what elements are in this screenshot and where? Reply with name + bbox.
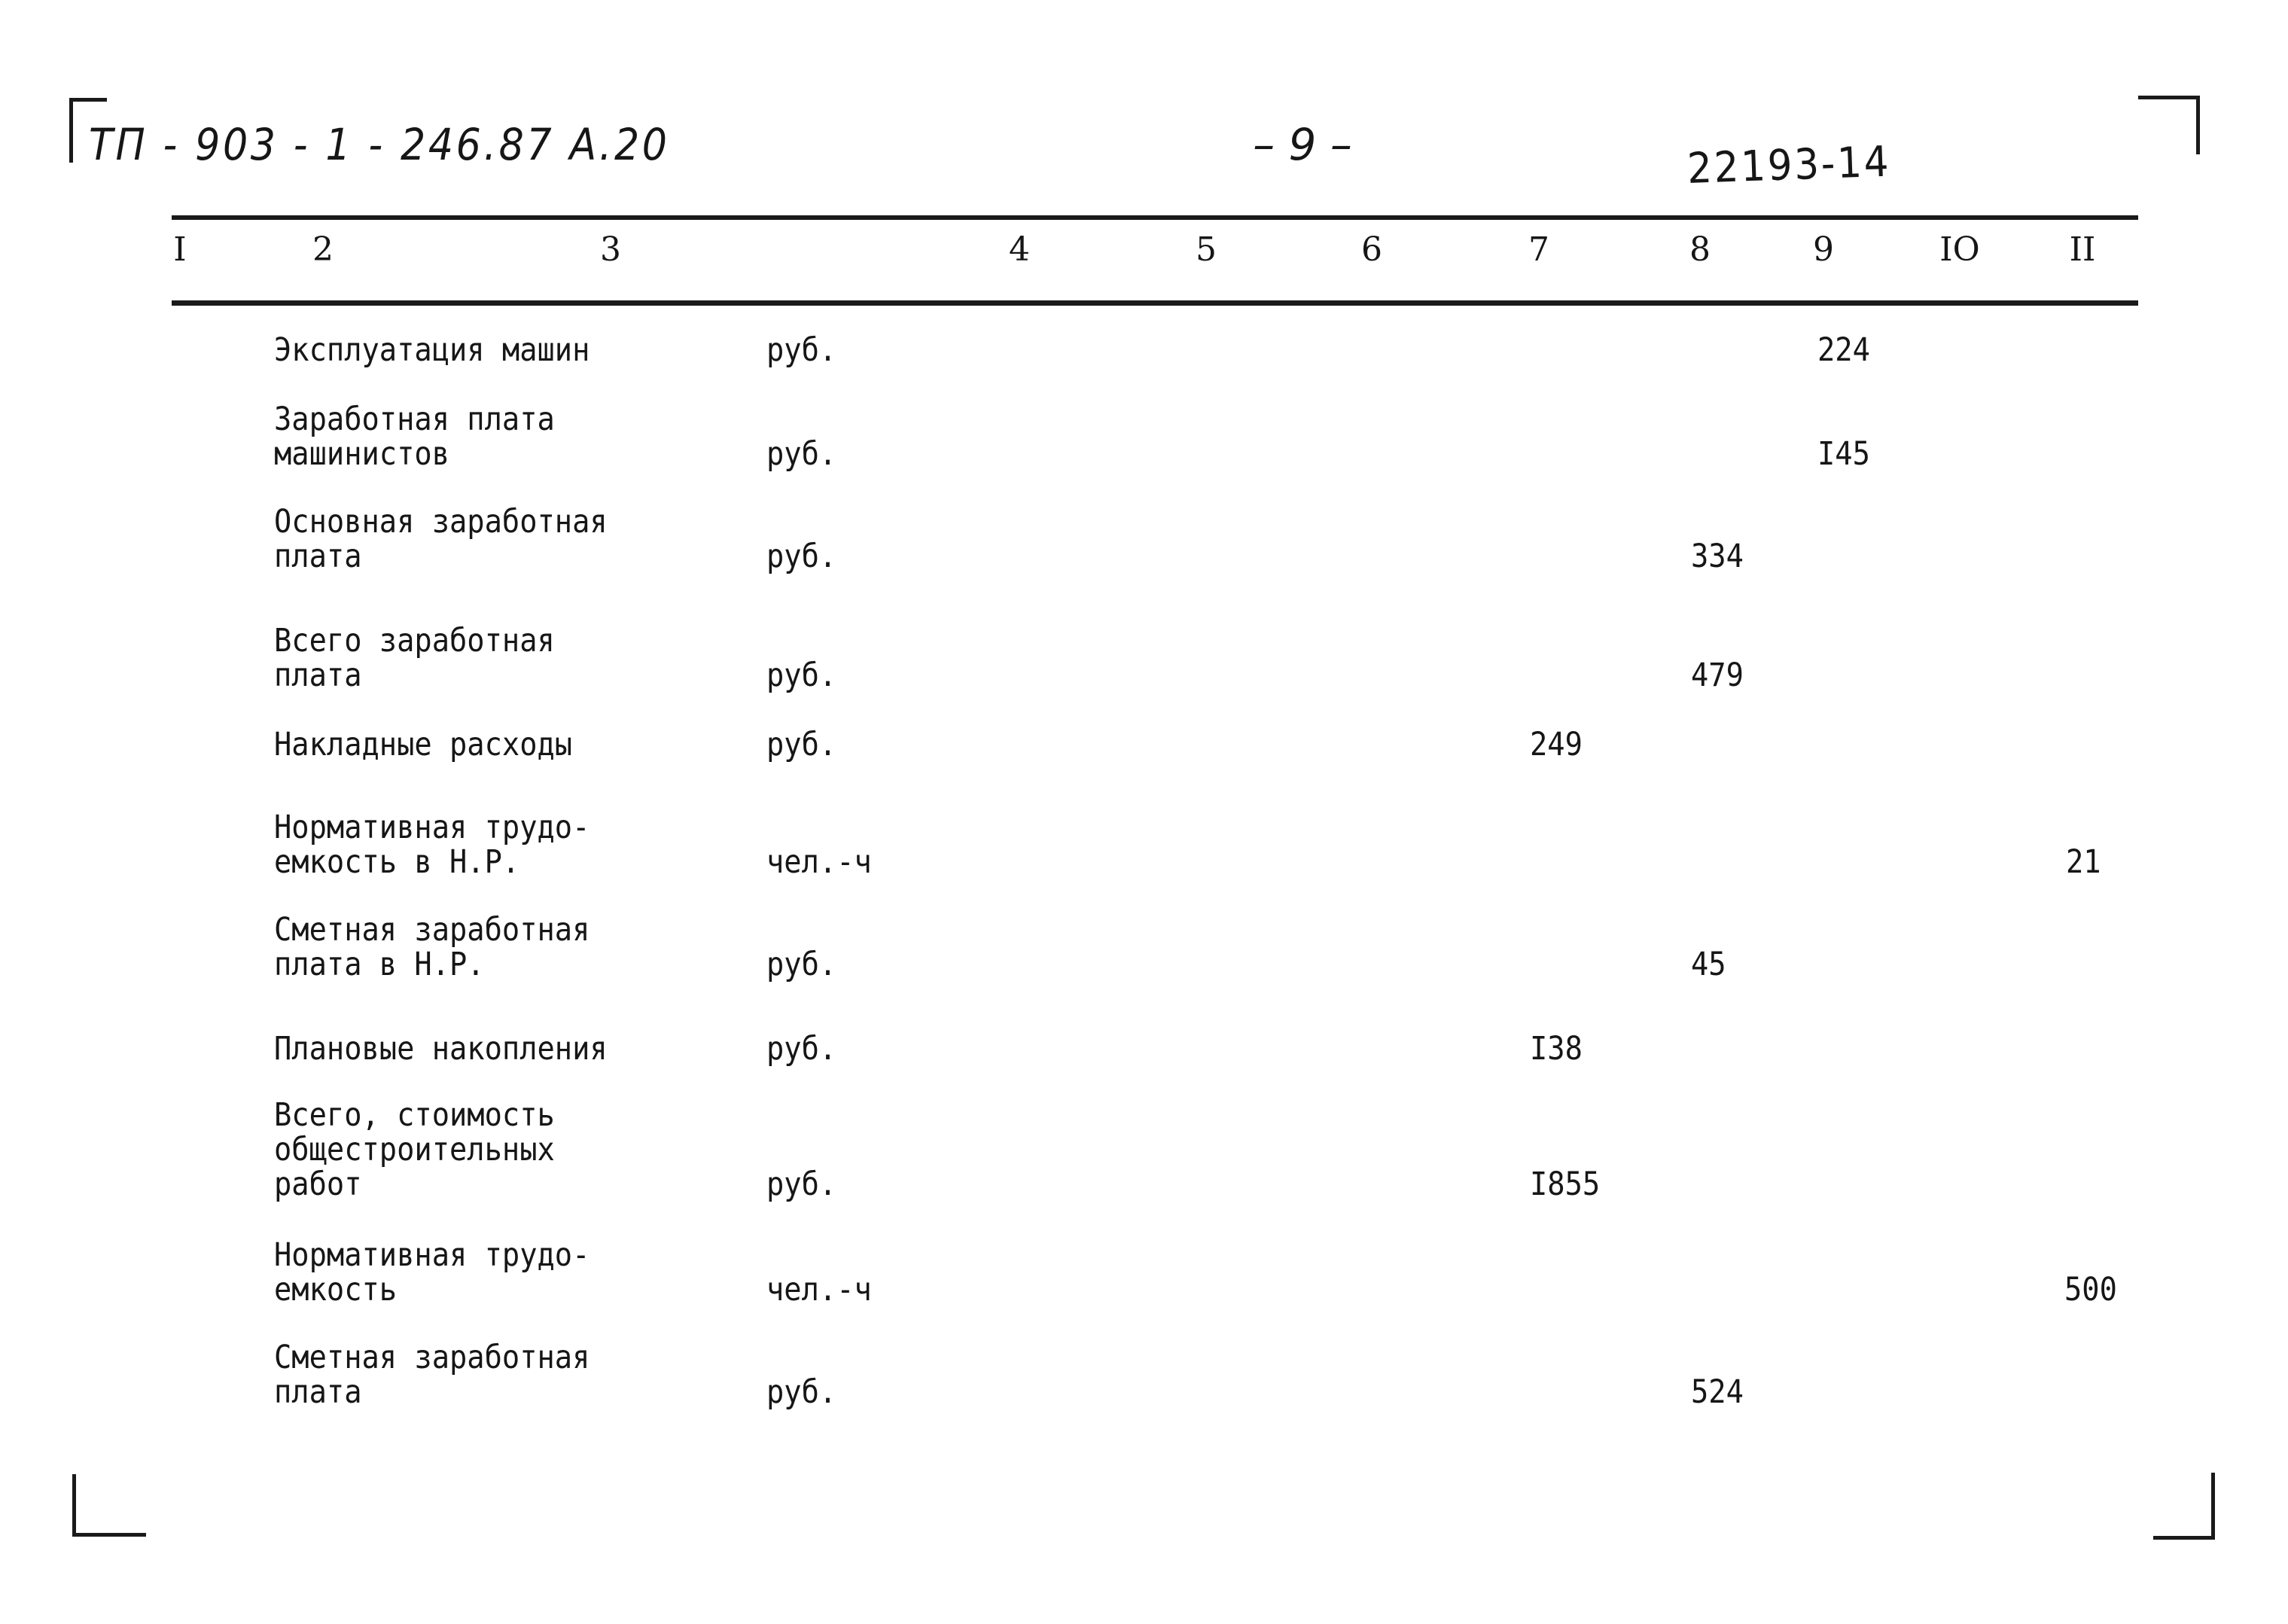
column-number: 2 (312, 230, 334, 269)
row-unit: руб. (766, 435, 837, 473)
column-number: 5 (1196, 230, 1217, 269)
document-code: 22193-14 (1686, 137, 1892, 193)
row-unit: руб. (766, 657, 837, 694)
column-number: 7 (1528, 230, 1549, 269)
row-unit: руб. (766, 1030, 837, 1068)
row-unit: чел.-ч (766, 843, 872, 881)
column-number: II (2069, 230, 2096, 269)
column-number: I (173, 230, 187, 269)
row-name: Основная заработная плата (274, 503, 608, 575)
row-value: 479 (1691, 657, 1744, 694)
row-unit: руб. (766, 1165, 837, 1203)
column-number: 9 (1813, 230, 1834, 269)
row-name: Сметная заработная плата (274, 1339, 590, 1411)
row-name: Всего заработная плата (274, 622, 555, 694)
column-number: 3 (600, 230, 621, 269)
crop-mark-bottom-right (2153, 1536, 2215, 1540)
row-name: Нормативная трудо- емкость в Н.Р. (274, 809, 590, 881)
table-top-rule (172, 215, 2138, 220)
column-number: 6 (1361, 230, 1382, 269)
row-name: Сметная заработная плата в Н.Р. (274, 911, 590, 983)
row-unit: руб. (766, 331, 837, 369)
row-value: 524 (1691, 1373, 1744, 1411)
row-name: Нормативная трудо- емкость (274, 1236, 590, 1309)
crop-mark-top-right (2138, 96, 2200, 99)
crop-mark-bottom-right (2211, 1473, 2215, 1539)
document-cipher: ТП - 903 - 1 - 246.87 А.20 (89, 119, 670, 170)
row-name: Эксплуатация машин (274, 331, 590, 369)
row-name: Плановые накопления (274, 1030, 608, 1068)
row-value: 500 (2064, 1271, 2117, 1309)
column-number: 4 (1009, 230, 1030, 269)
column-number: 8 (1689, 230, 1711, 269)
crop-mark-top-left (69, 98, 73, 163)
row-name: Накладные расходы (274, 726, 573, 763)
row-name: Заработная плата машинистов (274, 401, 555, 473)
row-value: I855 (1530, 1165, 1601, 1203)
row-unit: чел.-ч (766, 1271, 872, 1309)
row-value: I38 (1530, 1030, 1583, 1068)
row-value: 45 (1691, 946, 1726, 983)
column-number: IO (1939, 230, 1980, 269)
row-value: 249 (1530, 726, 1583, 763)
crop-mark-bottom-left (72, 1474, 76, 1536)
crop-mark-top-left (69, 98, 107, 102)
table-header-rule (172, 300, 2138, 306)
crop-mark-bottom-left (72, 1533, 146, 1537)
row-unit: руб. (766, 538, 837, 575)
row-name: Всего, стоимость общестроительных работ (274, 1096, 555, 1203)
crop-mark-top-right (2196, 96, 2200, 154)
row-unit: руб. (766, 1373, 837, 1411)
row-value: 21 (2066, 843, 2101, 881)
row-value: 224 (1817, 331, 1870, 369)
page-number: – 9 – (1253, 119, 1352, 170)
row-unit: руб. (766, 946, 837, 983)
row-value: I45 (1817, 435, 1870, 473)
row-unit: руб. (766, 726, 837, 763)
row-value: 334 (1691, 538, 1744, 575)
